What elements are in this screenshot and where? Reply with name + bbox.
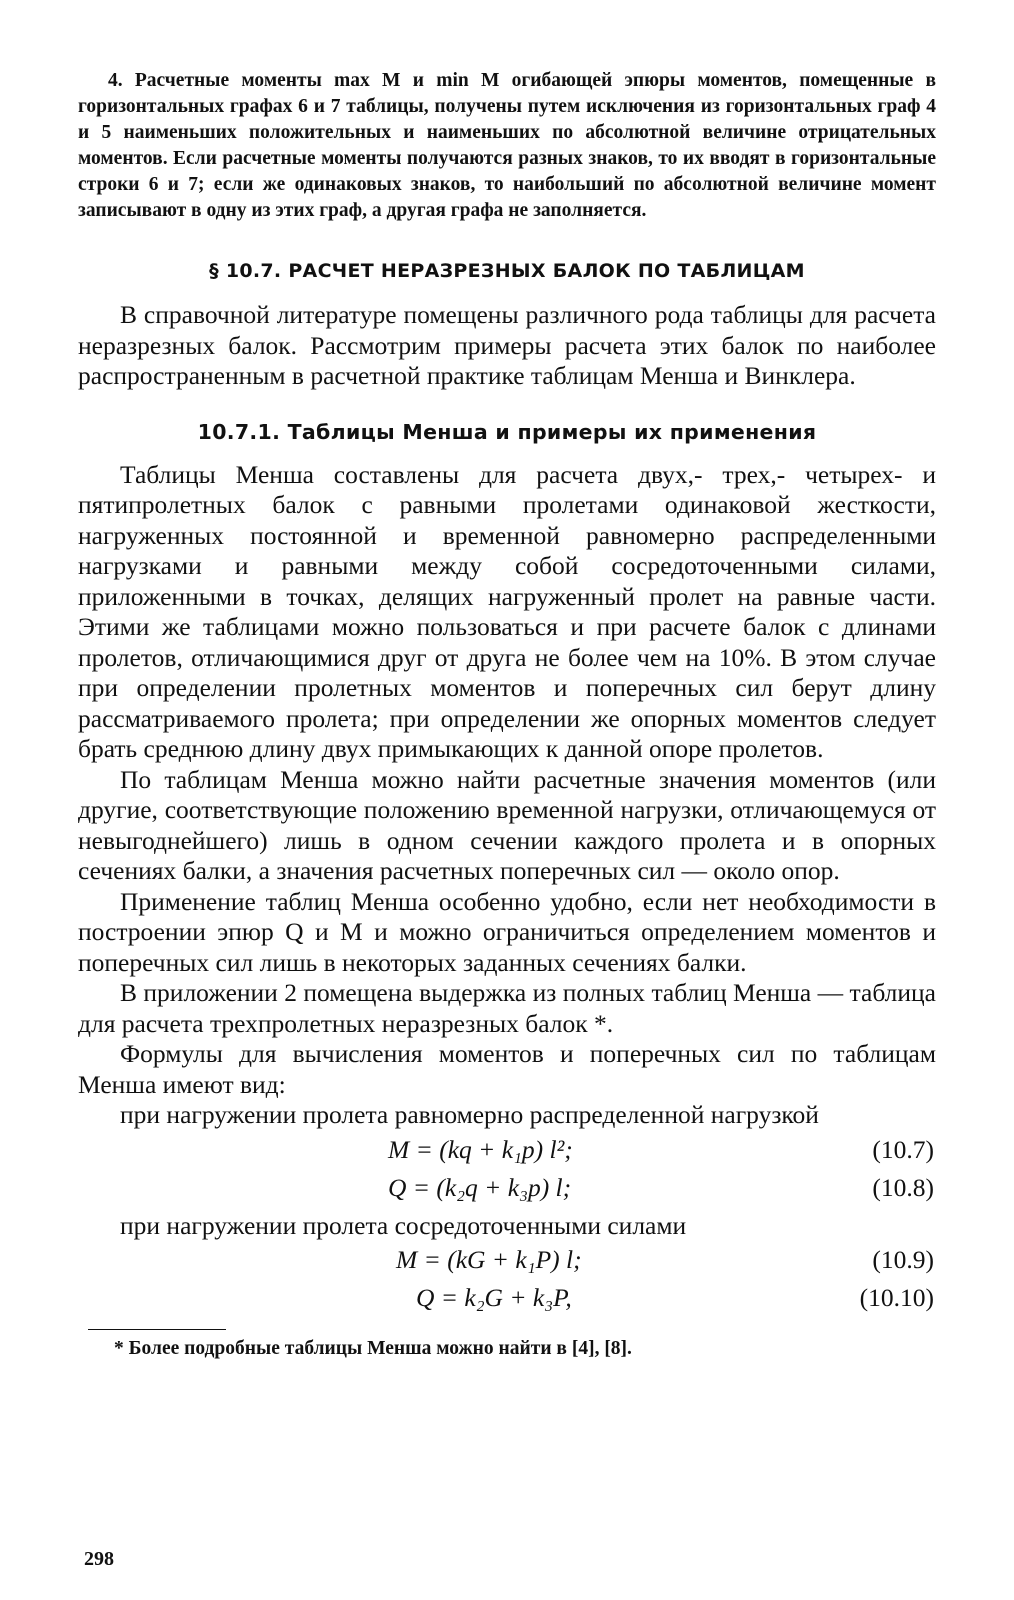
formula: M = (kG + k₁P) l; <box>396 1245 582 1274</box>
footnote: * Более подробные таблицы Менша можно найти в [4], [8]. <box>114 1338 632 1359</box>
section-paragraph: В справочной литературе помещены различного рода таблицы для расчета неразрезных балок. Рассмотрим примеры расчета этих балок по наиболее распространенным в расчетной практике таблицам Менша и Винклера. <box>78 300 936 390</box>
formula: Q = k₂G + k₃P, <box>416 1283 572 1312</box>
formula-number: (10.8) <box>872 1172 934 1202</box>
paragraph: Таблицы Менша составлены для расчета двух,- трех,- четырех- и пятипролетных балок с равными пролетами одинаковой жесткости, нагруженных постоянной и временной равномерно распределенными нагрузками и равными между собой сосредоточенными силами, приложенными в точках, делящих нагруженный пролет на равные части. Этими же таблицами можно пользоваться и при расчете балок с длинами пролетов, отличающимися друг от друга не более чем на 10%. В этом случае при определении пролетных моментов и поперечных сил берут длину рассматриваемого пролета; при определении же опорных моментов следует брать среднюю длину двух примыкающих к данной опоре пролетов. <box>78 459 936 763</box>
point-load-caption: при нагружении пролета сосредоточенными силами <box>120 1210 687 1240</box>
formula: Q = (k₂q + k₃p) l; <box>388 1172 572 1202</box>
intro-paragraph: 4. Расчетные моменты max М и min М огибающей эпюры моментов, помещенные в горизонтальных графах 6 и 7 таблицы, получены путем исключения из горизонтальных граф 4 и 5 наименьших положительных и наименьших по абсолютной величине отрицательных моментов. Если расчетные моменты получаются разных знаков, то их вводят в горизонтальные строки 6 и 7; если же одинаковых знаков, то наибольший по абсолютной величине момент записывают в одну из этих граф, а другая графа не заполняется. <box>78 70 936 221</box>
distributed-load-caption: при нагружении пролета равномерно распределенной нагрузкой <box>120 1100 819 1129</box>
formula-row <box>78 1279 936 1317</box>
formula-number: (10.9) <box>872 1245 934 1274</box>
page-content <box>78 68 936 1362</box>
subsection-heading: 10.7.1. Таблицы Менша и примеры их применения <box>197 419 817 444</box>
formula-row <box>78 1241 936 1279</box>
footnote-divider <box>88 1329 226 1330</box>
paragraph: В приложении 2 помещена выдержка из полных таблиц Менша — таблица для расчета трехпролетных неразрезных балок *. <box>78 978 936 1038</box>
formula-row <box>78 1131 936 1169</box>
paragraph: Применение таблиц Менша особенно удобно, если нет необходимости в построении эпюр Q и М и можно ограничиться определением моментов и поперечных сил лишь в некоторых заданных сечениях балки. <box>78 886 936 977</box>
formula-row <box>78 1169 936 1207</box>
formula-number: (10.7) <box>872 1134 934 1164</box>
formula-number: (10.10) <box>859 1283 934 1312</box>
paragraph: Формулы для вычисления моментов и поперечных сил по таблицам Менша имеют вид: <box>78 1039 936 1099</box>
section-heading: § 10.7. РАСЧЕТ НЕРАЗРЕЗНЫХ БАЛОК ПО ТАБЛИЦАМ <box>209 260 805 282</box>
formula: M = (kq + k₁p) l²; <box>388 1134 573 1164</box>
paragraph: По таблицам Менша можно найти расчетные значения моментов (или другие, соответствующие положению временной нагрузки, отличающемуся от невыгоднейшего) лишь в одном сечении каждого пролета и в опорных сечениях балки, а значения расчетных поперечных сил — около опор. <box>78 764 936 885</box>
page-number: 298 <box>84 1548 114 1570</box>
